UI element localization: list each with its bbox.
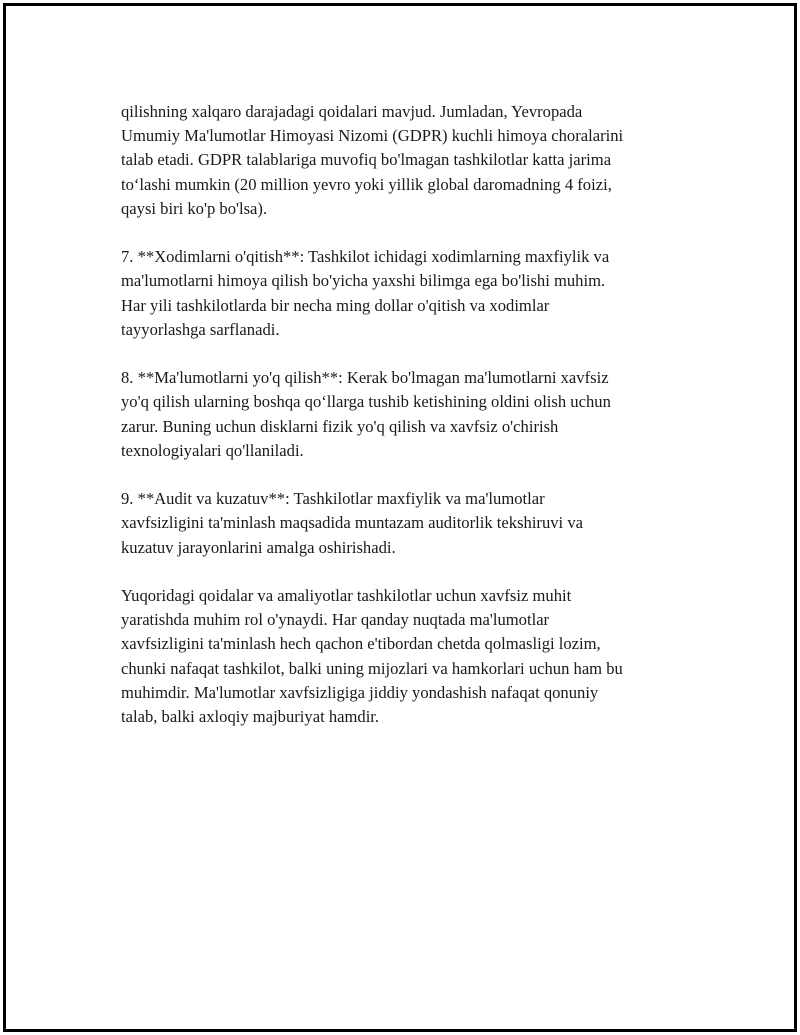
document-body	[121, 100, 701, 753]
text-line: kuzatuv jarayonlarini amalga oshirishadi.	[121, 537, 396, 557]
paragraph-gdpr	[121, 100, 701, 221]
text-line: talab etadi. GDPR talablariga muvofiq bo'lmagan tashkilotlar katta jarima	[121, 150, 612, 170]
paragraph-conclusion	[121, 584, 701, 729]
text-line: muhimdir. Ma'lumotlar xavfsizligiga jiddiy yondashish nafaqat qonuniy	[121, 682, 599, 702]
text-line: qaysi biri ko'p bo'lsa).	[121, 198, 268, 218]
text-line: ma'lumotlarni himoya qilish bo'yicha yaxshi bilimga ega bo'lishi muhim.	[121, 271, 606, 291]
text-line: xavfsizligini ta'minlash hech qachon e'tibordan chetda qolmasligi lozim,	[121, 634, 601, 654]
text-line: chunki nafaqat tashkilot, balki uning mijozlari va hamkorlari uchun ham bu	[121, 658, 623, 678]
text-line: 9. **Audit va kuzatuv**: Tashkilotlar maxfiylik va ma'lumotlar	[121, 489, 545, 509]
text-line: 7. **Xodimlarni o'qitish**: Tashkilot ichidagi xodimlarning maxfiylik va	[121, 247, 610, 267]
paragraph-item-7	[121, 245, 701, 342]
text-line: yaratishda muhim rol o'ynaydi. Har qanday nuqtada ma'lumotlar	[121, 610, 550, 630]
text-line: Yuqoridagi qoidalar va amaliyotlar tashkilotlar uchun xavfsiz muhit	[121, 586, 572, 605]
text-line: xavfsizligini ta'minlash maqsadida muntazam auditorlik tekshiruvi va	[121, 513, 583, 533]
text-line: Umumiy Ma'lumotlar Himoyasi Nizomi (GDPR) kuchli himoya choralarini	[121, 126, 624, 146]
text-line: tayyorlashga sarflanadi.	[121, 319, 280, 339]
text-line: yo'q qilish ularning boshqa qo‘llarga tushib ketishining oldini olish uchun	[121, 392, 611, 412]
text-line: 8. **Ma'lumotlarni yo'q qilish**: Kerak bo'lmagan ma'lumotlarni xavfsiz	[121, 368, 609, 388]
text-line: zarur. Buning uchun disklarni fizik yo'q qilish va xavfsiz o'chirish	[121, 416, 559, 436]
text-line: talab, balki axloqiy majburiyat hamdir.	[121, 707, 380, 727]
text-line: texnologiyalari qo'llaniladi.	[121, 440, 304, 460]
paragraph-item-8	[121, 366, 701, 463]
text-line: qilishning xalqaro darajadagi qoidalari mavjud. Jumladan, Yevropada	[121, 102, 583, 121]
text-line: to‘lashi mumkin (20 million yevro yoki yillik global daromadning 4 foizi,	[121, 174, 612, 194]
page-frame	[3, 3, 797, 1032]
text-line: Har yili tashkilotlarda bir necha ming dollar o'qitish va xodimlar	[121, 295, 550, 315]
paragraph-item-9	[121, 487, 701, 560]
